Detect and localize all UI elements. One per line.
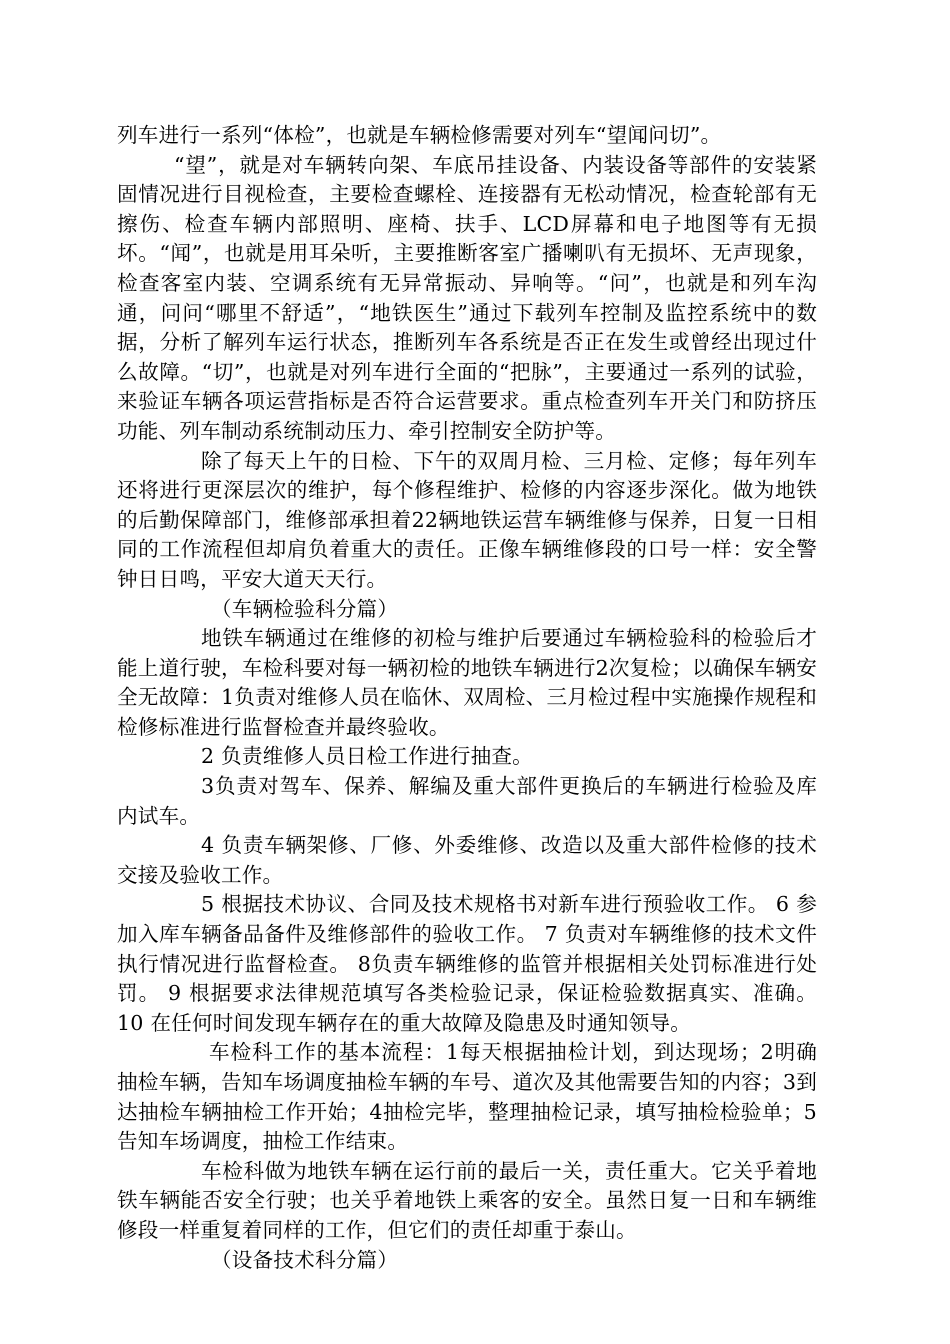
document-page xyxy=(117,121,817,1275)
paragraph-daily-checks: 除了每天上午的日检、下午的双周月检、三月检、定修；每年列车还将进行更深层次的维护，每个修程维护、检修的内容逐步深化。做为地铁的后勤保障部门，维修部承担着22辆地铁运营车辆维修与保养，日复一日相同的工作流程但却肩负着重大的责任。正像车辆维修段的口号一样：安全警钟日日鸣，平安大道天天行。 xyxy=(117,448,817,591)
paragraph-inspection-intro: 地铁车辆通过在维修的初检与维护后要通过车辆检验科的检验后才能上道行驶，车检科要对每一辆初检的地铁车辆进行2次复检；以确保车辆安全无故障：1负责对维修人员在临休、双周检、三月检过程中实施操作规程和检修标准进行监督检查并最终验收。 xyxy=(117,626,817,739)
paragraph-intro: 列车进行一系列“体检”，也就是车辆检修需要对列车“望闻问切”。 xyxy=(117,123,722,147)
paragraph-item-2: 2 负责维修人员日检工作进行抽查。 xyxy=(201,744,533,769)
paragraph-responsibility: 车检科做为地铁车辆在运行前的最后一关，责任重大。它关乎着地铁车辆能否安全行驶；也关乎着地铁上乘客的安全。虽然日复一日和车辆维修段一样重复着同样的工作，但它们的责任却重于泰山。 xyxy=(117,1158,817,1242)
section-heading-inspection: （车辆检验科分篇） xyxy=(211,596,399,621)
paragraph-workflow: 车检科工作的基本流程：1每天根据抽检计划，到达现场；2明确抽检车辆，告知车场调度抽检车辆的车号、道次及其他需要告知的内容；3到达抽检车辆抽检工作开始；4抽检完毕，整理抽检记录，填写抽检检验单；5告知车场调度，抽检工作结束。 xyxy=(117,1040,817,1154)
section-heading-equipment: （设备技术科分篇） xyxy=(211,1247,399,1272)
paragraph-item-4: 4 负责车辆架修、厂修、外委维修、改造以及重大部件检修的技术交接及验收工作。 xyxy=(117,833,817,887)
paragraph-wang-wen-wen-qie: “望”，就是对车辆转向架、车底吊挂设备、内装设备等部件的安装紧固情况进行目视检查，主要检查螺栓、连接器有无松动情况，检查轮部有无擦伤、检查车辆内部照明、座椅、扶手、LCD屏幕和电子地图等有无损坏。“闻”，也就是用耳朵听，主要推断客室广播喇叭有无损坏、无声现象，检查客室内装、空调系统有无异常振动、异响等。“问”，也就是和列车沟通，问问“哪里不舒适”，“地铁医生”通过下载列车控制及监控系统中的数据，分析了解列车运行状态，推断列车各系统是否正在发生或曾经出现过什么故障。“切”，也就是对列车进行全面的“把脉”，主要通过一系列的试验，来验证车辆各项运营指标是否符合运营要求。重点检查列车开关门和防挤压功能、列车制动系统制动压力、牵引控制安全防护等。 xyxy=(117,152,817,443)
paragraph-items-5-10: 5 根据技术协议、合同及技术规格书对新车进行预验收工作。 6 参加入库车辆备品备件及维修部件的验收工作。 7 负责对车辆维修的技术文件执行情况进行监督检查。 8负责车辆维修的监管并根据相关处罚标准进行处罚。 9 根据要求法律规范填写各类检验记录，保证检验数据真实、准确。 10 在任何时间发现车辆存在的重大故障及隐患及时通知领导。 xyxy=(117,892,817,1035)
paragraph-item-3: 3负责对驾车、保养、解编及重大部件更换后的车辆进行检验及库内试车。 xyxy=(117,774,817,828)
